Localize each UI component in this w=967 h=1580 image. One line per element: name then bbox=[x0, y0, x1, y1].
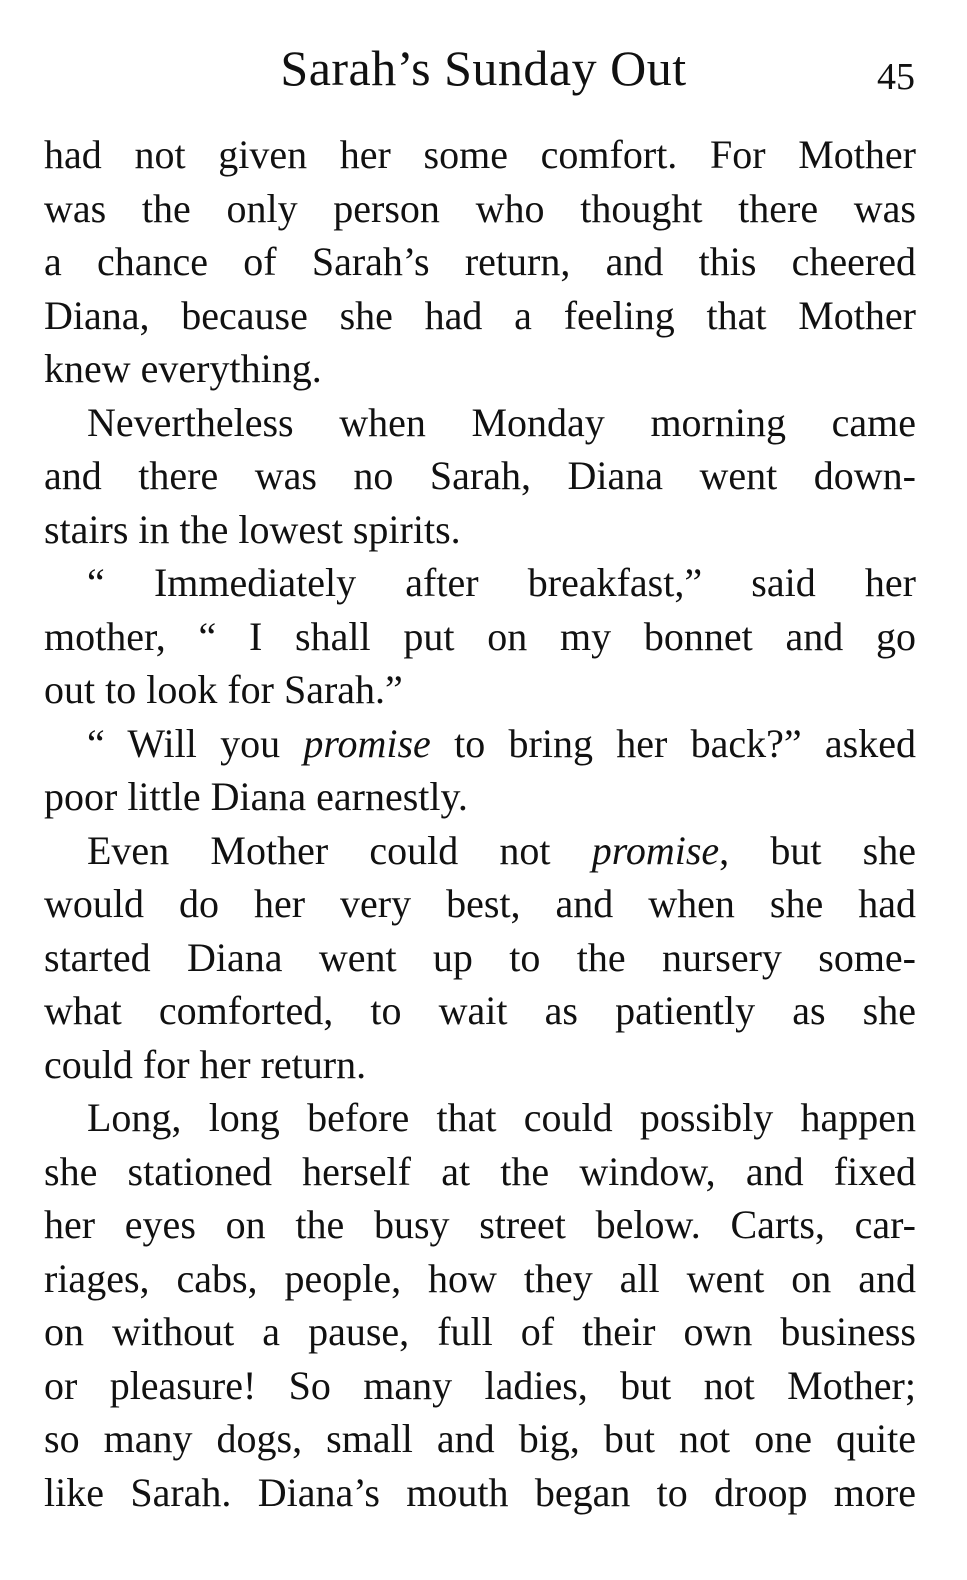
paragraph bbox=[44, 717, 916, 824]
text-line: could for her return. bbox=[44, 1041, 367, 1087]
text-line: or pleasure! So many ladies, but not Mother; bbox=[44, 1362, 916, 1408]
text-line: and there was no Sarah, Diana went down- bbox=[44, 453, 916, 498]
text-line: Diana, because she had a feeling that Mother bbox=[44, 292, 916, 338]
paragraph bbox=[44, 556, 916, 717]
text-line: on without a pause, full of their own business bbox=[44, 1309, 916, 1354]
text-line: poor little Diana earnestly. bbox=[44, 774, 468, 819]
paragraph bbox=[44, 1091, 916, 1519]
text-line: Long, long before that could possibly happen bbox=[87, 1095, 916, 1140]
italic-emphasis: promise bbox=[303, 720, 431, 766]
text-line: so many dogs, small and big, but not one quite bbox=[44, 1416, 916, 1461]
italic-emphasis: promise bbox=[591, 827, 720, 873]
paragraph bbox=[44, 824, 916, 1092]
text-line: started Diana went up to the nursery some- bbox=[44, 934, 916, 980]
text-line: was the only person who thought there was bbox=[44, 185, 916, 231]
text-line: would do her very best, and when she had bbox=[44, 881, 916, 926]
text-line: Nevertheless when Monday morning came bbox=[87, 399, 916, 445]
paragraph bbox=[44, 396, 916, 557]
text-line: her eyes on the busy street below. Carts, car- bbox=[44, 1202, 916, 1247]
text-line: knew everything. bbox=[44, 346, 322, 391]
text-line: riages, cabs, people, how they all went on and bbox=[44, 1255, 916, 1301]
text-line: she stationed herself at the window, and fixed bbox=[44, 1148, 916, 1194]
text-line: like Sarah. Diana’s mouth began to droop more bbox=[44, 1469, 916, 1515]
text-line: mother, “ I shall put on my bonnet and go bbox=[44, 613, 916, 659]
paragraph bbox=[44, 128, 916, 396]
text-line: had not given her some comfort. For Mother bbox=[44, 132, 916, 177]
body-text bbox=[44, 128, 916, 1519]
text-line: Even Mother could not promise, but she bbox=[87, 827, 917, 873]
running-title: Sarah’s Sunday Out bbox=[280, 40, 687, 96]
text-line: what comforted, to wait as patiently as she bbox=[44, 988, 916, 1033]
text-line: out to look for Sarah.” bbox=[44, 667, 403, 712]
text-line: “ Will you promise to bring her back?” asked bbox=[87, 720, 916, 766]
text-line: “ Immediately after breakfast,” said her bbox=[87, 560, 916, 605]
text-line: stairs in the lowest spirits. bbox=[44, 506, 461, 552]
page-number: 45 bbox=[877, 56, 915, 98]
page-header bbox=[0, 30, 967, 100]
text-line: a chance of Sarah’s return, and this cheered bbox=[44, 239, 916, 284]
